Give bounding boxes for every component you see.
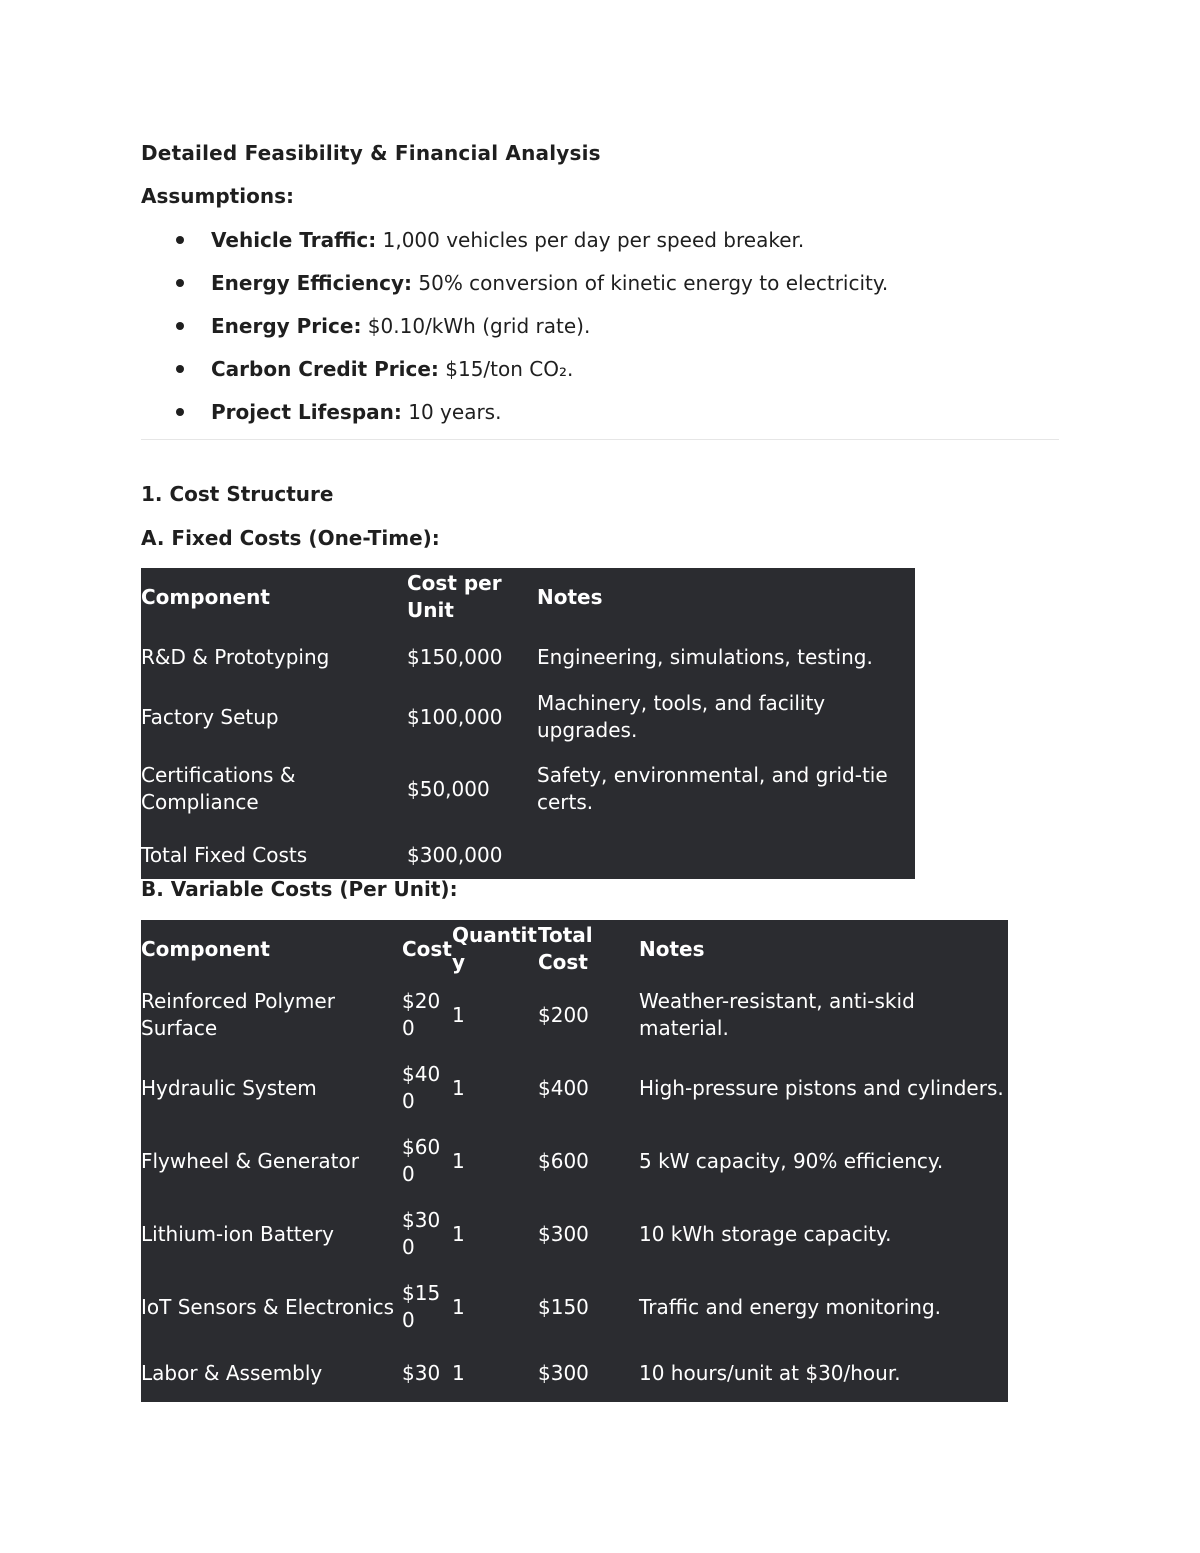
- table-cell: Traffic and energy monitoring.: [639, 1294, 942, 1319]
- table-cell: 1: [452, 1002, 465, 1027]
- table-row: [141, 1344, 1008, 1402]
- column-header: Cost per Unit: [407, 571, 502, 622]
- list-item: [141, 269, 888, 312]
- table-cell: 1: [452, 1221, 465, 1246]
- assumption-label: Project Lifespan:: [211, 400, 402, 424]
- assumption-text: 1,000 vehicles per day per speed breaker.: [376, 228, 805, 252]
- column-header: Total Cost: [538, 923, 593, 974]
- assumption-text: 50% conversion of kinetic energy to electricity.: [412, 271, 889, 295]
- table-cell: 1: [452, 1148, 465, 1173]
- table-cell: $200: [402, 989, 441, 1040]
- table-cell: $50,000: [407, 776, 490, 801]
- table-row: [141, 1052, 1008, 1124]
- column-header: Cost: [402, 936, 452, 961]
- table-cell: $150: [402, 1281, 441, 1332]
- table-cell: Safety, environmental, and grid-tie certs.: [537, 763, 888, 814]
- table-cell: $600: [538, 1148, 589, 1173]
- column-header: Component: [141, 936, 270, 961]
- fixed-costs-heading: A. Fixed Costs (One-Time):: [141, 526, 440, 550]
- table-cell: 5 kW capacity, 90% efficiency.: [639, 1148, 944, 1173]
- assumption-label: Energy Efficiency:: [211, 271, 413, 295]
- section-heading: 1. Cost Structure: [141, 482, 334, 506]
- table-cell: 10 hours/unit at $30/hour.: [639, 1360, 901, 1385]
- table-cell: 1: [452, 1075, 465, 1100]
- table-cell: Certifications & Compliance: [141, 763, 296, 814]
- table-cell: IoT Sensors & Electronics: [141, 1294, 394, 1319]
- list-item: [141, 312, 888, 355]
- table-cell: High-pressure pistons and cylinders.: [639, 1075, 1004, 1100]
- variable-costs-heading: B. Variable Costs (Per Unit):: [141, 877, 458, 901]
- bullet-icon: [176, 408, 184, 416]
- table-cell: Total Fixed Costs: [141, 843, 308, 867]
- list-item: [141, 355, 888, 398]
- table-cell: Labor & Assembly: [141, 1360, 323, 1385]
- table-row: [141, 746, 915, 832]
- assumption-text: $15/ton CO₂.: [438, 357, 574, 381]
- table-cell: $300,000: [407, 843, 503, 867]
- table-cell: Reinforced Polymer Surface: [141, 989, 335, 1040]
- table-cell: $400: [538, 1075, 589, 1100]
- table-cell: R&D & Prototyping: [141, 644, 330, 669]
- table-cell: $400: [402, 1062, 441, 1113]
- table-row: [141, 1198, 1008, 1270]
- list-item: [141, 398, 888, 441]
- table-row: [141, 626, 915, 688]
- table-cell: 1: [452, 1360, 465, 1385]
- table-total-row: [141, 832, 915, 879]
- bullet-icon: [176, 279, 184, 287]
- table-cell: [537, 832, 915, 879]
- table-cell: Hydraulic System: [141, 1075, 317, 1100]
- table-cell: $200: [538, 1002, 589, 1027]
- table-row: [141, 1270, 1008, 1344]
- table-cell: $100,000: [407, 704, 503, 729]
- table-row: [141, 688, 915, 746]
- table-cell: $150,000: [407, 644, 503, 669]
- table-cell: $150: [538, 1294, 589, 1319]
- column-header: Notes: [537, 584, 603, 609]
- bullet-icon: [176, 322, 184, 330]
- column-header: Quantity: [452, 923, 537, 974]
- table-cell: Engineering, simulations, testing.: [537, 644, 873, 669]
- assumptions-list: [141, 226, 888, 441]
- table-cell: $30: [402, 1360, 441, 1385]
- assumption-label: Carbon Credit Price:: [211, 357, 439, 381]
- table-cell: 10 kWh storage capacity.: [639, 1221, 892, 1246]
- table-row: [141, 978, 1008, 1052]
- table-cell: Weather-resistant, anti-skid material.: [639, 989, 915, 1040]
- table-cell: $300: [538, 1221, 589, 1246]
- document-title: Detailed Feasibility & Financial Analysis: [141, 141, 601, 165]
- assumption-label: Energy Price:: [211, 314, 362, 338]
- table-cell: Flywheel & Generator: [141, 1148, 359, 1173]
- bullet-icon: [176, 365, 184, 373]
- table-cell: $300: [402, 1208, 441, 1259]
- table-header-row: [141, 568, 915, 626]
- list-item: [141, 226, 888, 269]
- assumption-text: 10 years.: [401, 400, 502, 424]
- assumptions-heading: Assumptions:: [141, 184, 294, 208]
- table-header-row: [141, 920, 1008, 978]
- assumption-label: Vehicle Traffic:: [211, 228, 377, 252]
- fixed-costs-table: [141, 568, 915, 879]
- table-cell: Factory Setup: [141, 704, 279, 729]
- horizontal-divider: [141, 439, 1059, 440]
- table-cell: Lithium-ion Battery: [141, 1221, 334, 1246]
- variable-costs-table: [141, 920, 1008, 1402]
- column-header: Notes: [639, 936, 705, 961]
- assumption-text: $0.10/kWh (grid rate).: [361, 314, 591, 338]
- column-header: Component: [141, 584, 270, 609]
- table-row: [141, 1124, 1008, 1198]
- bullet-icon: [176, 236, 184, 244]
- table-cell: Machinery, tools, and facility upgrades.: [537, 691, 826, 742]
- table-cell: 1: [452, 1294, 465, 1319]
- table-cell: $600: [402, 1135, 441, 1186]
- table-cell: $300: [538, 1360, 589, 1385]
